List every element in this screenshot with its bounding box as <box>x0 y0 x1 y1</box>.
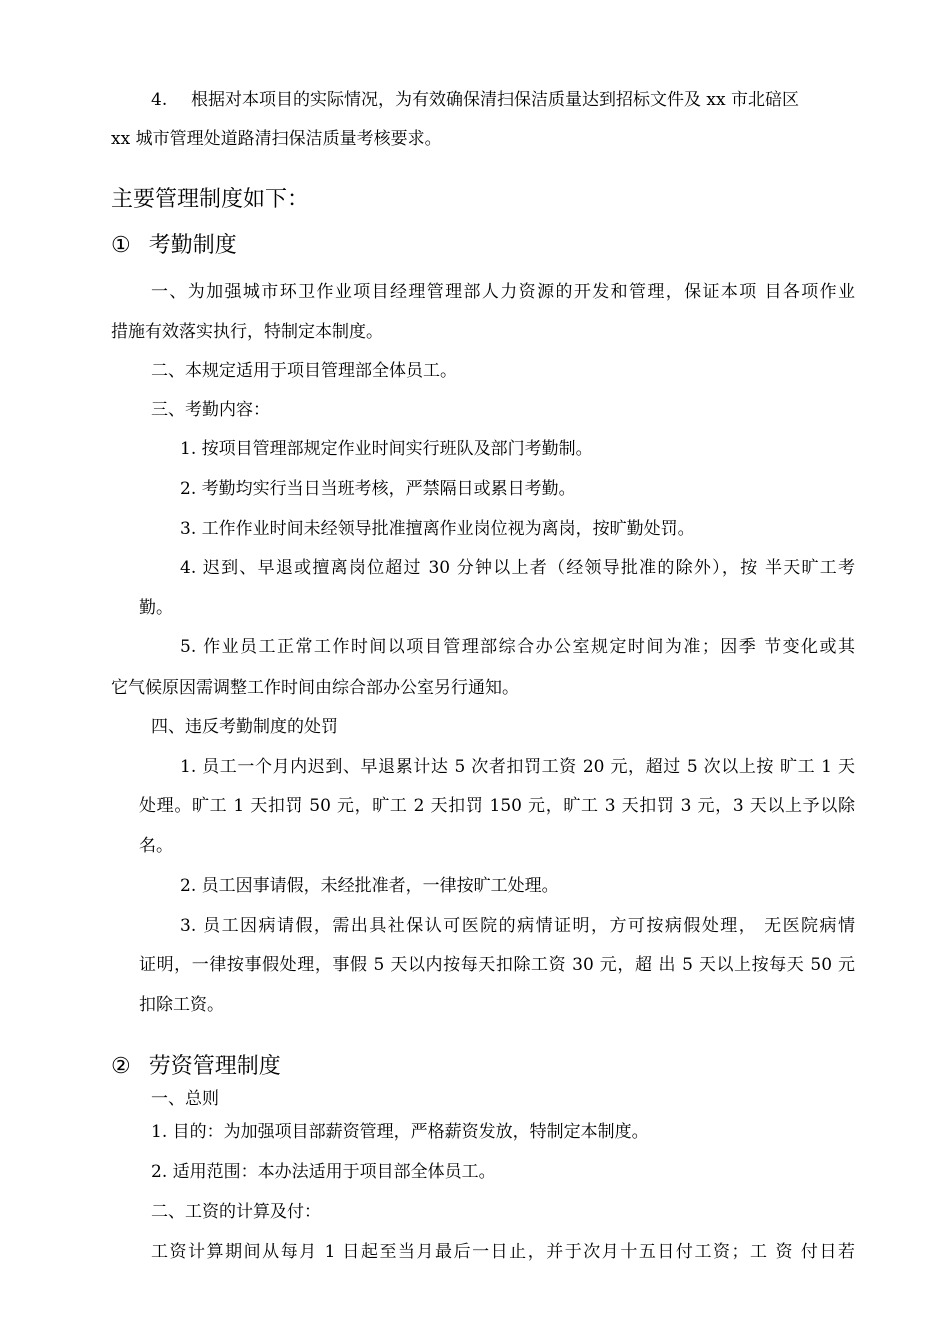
section-2-marker: ② <box>111 1054 131 1079</box>
section-2-item-2: 2. 适用范围：本办法适用于项目部全体员工。 <box>151 1162 496 1182</box>
section-1-penalty-1-line-2: 处理。旷工 1 天扣罚 50 元，旷工 2 天扣罚 150 元，旷工 3 天扣罚 3 元，3 天以上予以除 <box>139 796 855 816</box>
section-1-penalty-1-line-3: 名。 <box>139 836 173 856</box>
section-1-title: 考勤制度 <box>148 233 237 258</box>
item-4-number: 4. <box>151 90 168 110</box>
section-1-p3: 三、考勤内容： <box>151 400 270 420</box>
section-1-item-2: 2. 考勤均实行当日当班考核，严禁隔日或累日考勤。 <box>180 479 576 499</box>
section-1-penalty-3-line-3: 扣除工资。 <box>139 995 224 1015</box>
section-1-marker: ① <box>111 233 131 258</box>
section-2-item-1: 1. 目的：为加强项目部薪资管理，严格薪资发放，特制定本制度。 <box>151 1122 649 1142</box>
section-1-p2: 二、本规定适用于项目管理部全体员工。 <box>151 361 457 381</box>
section-1-penalty-3-line-2: 证明，一律按事假处理，事假 5 天以内按每天扣除工资 30 元，超 出 5 天以上按每天 50 元 <box>139 955 855 975</box>
section-2-paragraph-1: 工资计算期间从每月 1 日起至当月最后一日止，并于次月十五日付工资；工 资 付日若 <box>151 1242 855 1262</box>
section-1-item-5-line-1: 5. 作业员工正常工作时间以项目管理部综合办公室规定时间为准；因季 节变化或其 <box>180 637 855 657</box>
section-2-heading <box>111 1052 281 1082</box>
item-4-line-2: xx 城市管理处道路清扫保洁质量考核要求。 <box>111 129 442 149</box>
section-1-item-3: 3. 工作作业时间未经领导批准擅离作业岗位视为离岗，按旷勤处罚。 <box>180 519 695 539</box>
section-1-heading <box>111 231 237 261</box>
section-1-item-4-line-1: 4. 迟到、早退或擅离岗位超过 30 分钟以上者（经领导批准的除外），按 半天旷工考 <box>180 558 855 578</box>
section-2-subsection-1: 一、总则 <box>151 1089 219 1109</box>
section-2-subsection-2: 二、工资的计算及付： <box>151 1202 321 1222</box>
section-1-p1-line-2: 措施有效落实执行，特制定本制度。 <box>111 322 383 342</box>
section-1-item-1: 1. 按项目管理部规定作业时间实行班队及部门考勤制。 <box>180 439 593 459</box>
item-4-line-1 <box>151 88 799 112</box>
section-1-p1-line-1: 一、为加强城市环卫作业项目经理管理部人力资源的开发和管理，保证本项 目各项作业 <box>151 282 855 302</box>
section-2-title: 劳资管理制度 <box>148 1054 281 1079</box>
section-1-penalty-2: 2. 员工因事请假，未经批准者，一律按旷工处理。 <box>180 876 559 896</box>
section-1-penalty-3-line-1: 3. 员工因病请假，需出具社保认可医院的病情证明，方可按病假处理， 无医院病情 <box>180 916 855 936</box>
main-heading: 主要管理制度如下： <box>111 187 310 212</box>
section-1-item-4-line-2: 勤。 <box>139 598 173 618</box>
section-1-p4: 四、违反考勤制度的处罚 <box>151 717 338 737</box>
section-1-penalty-1-line-1: 1. 员工一个月内迟到、早退累计达 5 次者扣罚工资 20 元，超过 5 次以上按 旷工 1 天 <box>180 757 855 777</box>
section-1-item-5-line-2: 它气候原因需调整工作时间由综合部办公室另行通知。 <box>111 678 519 698</box>
item-4-text: 根据对本项目的实际情况，为有效确保清扫保洁质量达到招标文件及 xx 市北碚区 <box>191 90 799 110</box>
